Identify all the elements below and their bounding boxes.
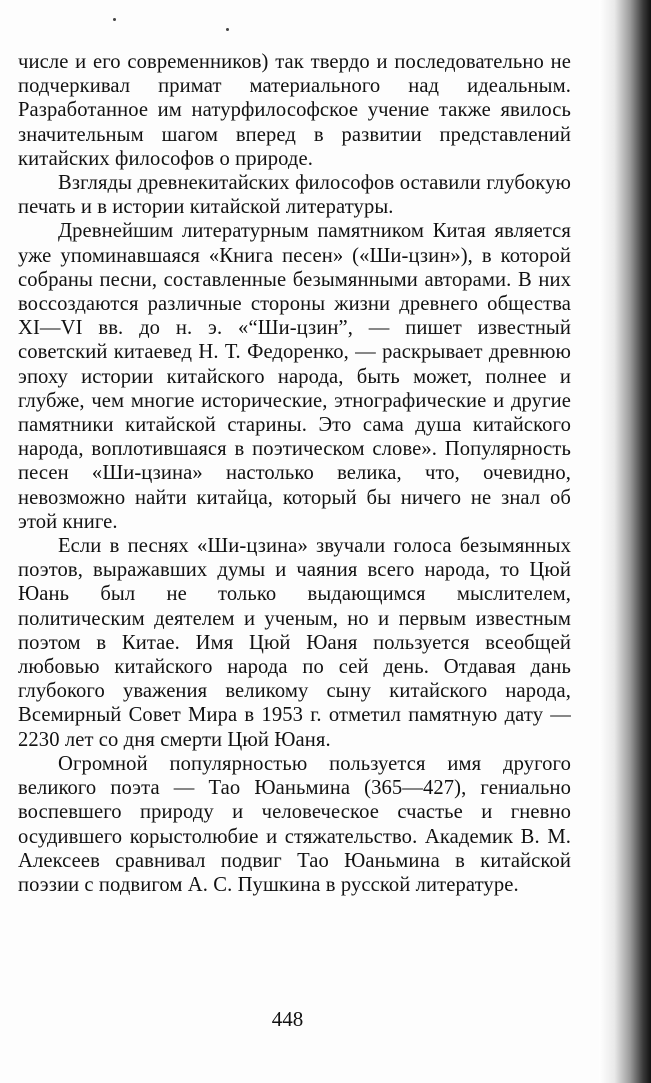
paragraph-1: числе и его современников) так твердо и последовательно не подчеркивал примат материального над идеальным. Разработанное им натурфилософское учение также явилось значительным шагом вперед в развитии представлений китайских философов о природе. bbox=[18, 51, 571, 170]
scan-speck bbox=[226, 28, 229, 31]
paragraph-5: Огромной популярностью пользуется имя другого великого поэта — Тао Юаньмина (365—427), гениально воспевшего природу и человеческое счастье и гневно осудившего корыстолюбие и стяжательство. Академик В. М. Алексеев сравнивал подвиг Тао Юаньмина в китайской поэзии с подвигом А. С. Пушкина в русской литературе. bbox=[18, 752, 571, 896]
paragraph-2: Взгляды древнекитайских философов оставили глубокую печать и в истории китайской литературы. bbox=[18, 172, 571, 219]
paragraph-4: Если в песнях «Ши-цзина» звучали голоса безымянных поэтов, выражавших думы и чаяния всего народа, то Цюй Юань был не только выдающимся мыслителем, политическим деятелем и ученым, но и первым известным поэтом в Китае. Имя Цюй Юаня пользуется всеобщей любовью китайского народа по сей день. Отдавая дань глубокого уважения великому сыну китайского народа, Всемирный Совет Мира в 1953 г. отметил памятную дату — 2230 лет со дня смерти Цюй Юаня. bbox=[18, 535, 571, 751]
scan-speck bbox=[113, 18, 116, 21]
paragraph-3: Древнейшим литературным памятником Китая является уже упоминавшаяся «Книга песен» («Ши-цзин»), в которой собраны песни, составленные безымянными авторами. В них воссоздаются различные стороны жизни древнего общества XI—VI вв. до н. э. «“Ши-цзин”, — пишет известный советский китаевед Н. Т. Федоренко, — раскрывает древнюю эпоху истории китайского народа, быть может, полнее и глубже, чем многие исторические, этнографические и другие памятники китайской старины. Это сама душа китайского народа, воплотившаяся в поэтическом слове». Популярность песен «Ши-цзина» настолько велика, что, очевидно, невозможно найти китайца, который бы ничего не знал об этой книге. bbox=[18, 220, 571, 533]
body-text bbox=[18, 50, 571, 897]
page-number: 448 bbox=[271, 1007, 304, 1031]
scan-shadow-edge bbox=[599, 0, 651, 1083]
